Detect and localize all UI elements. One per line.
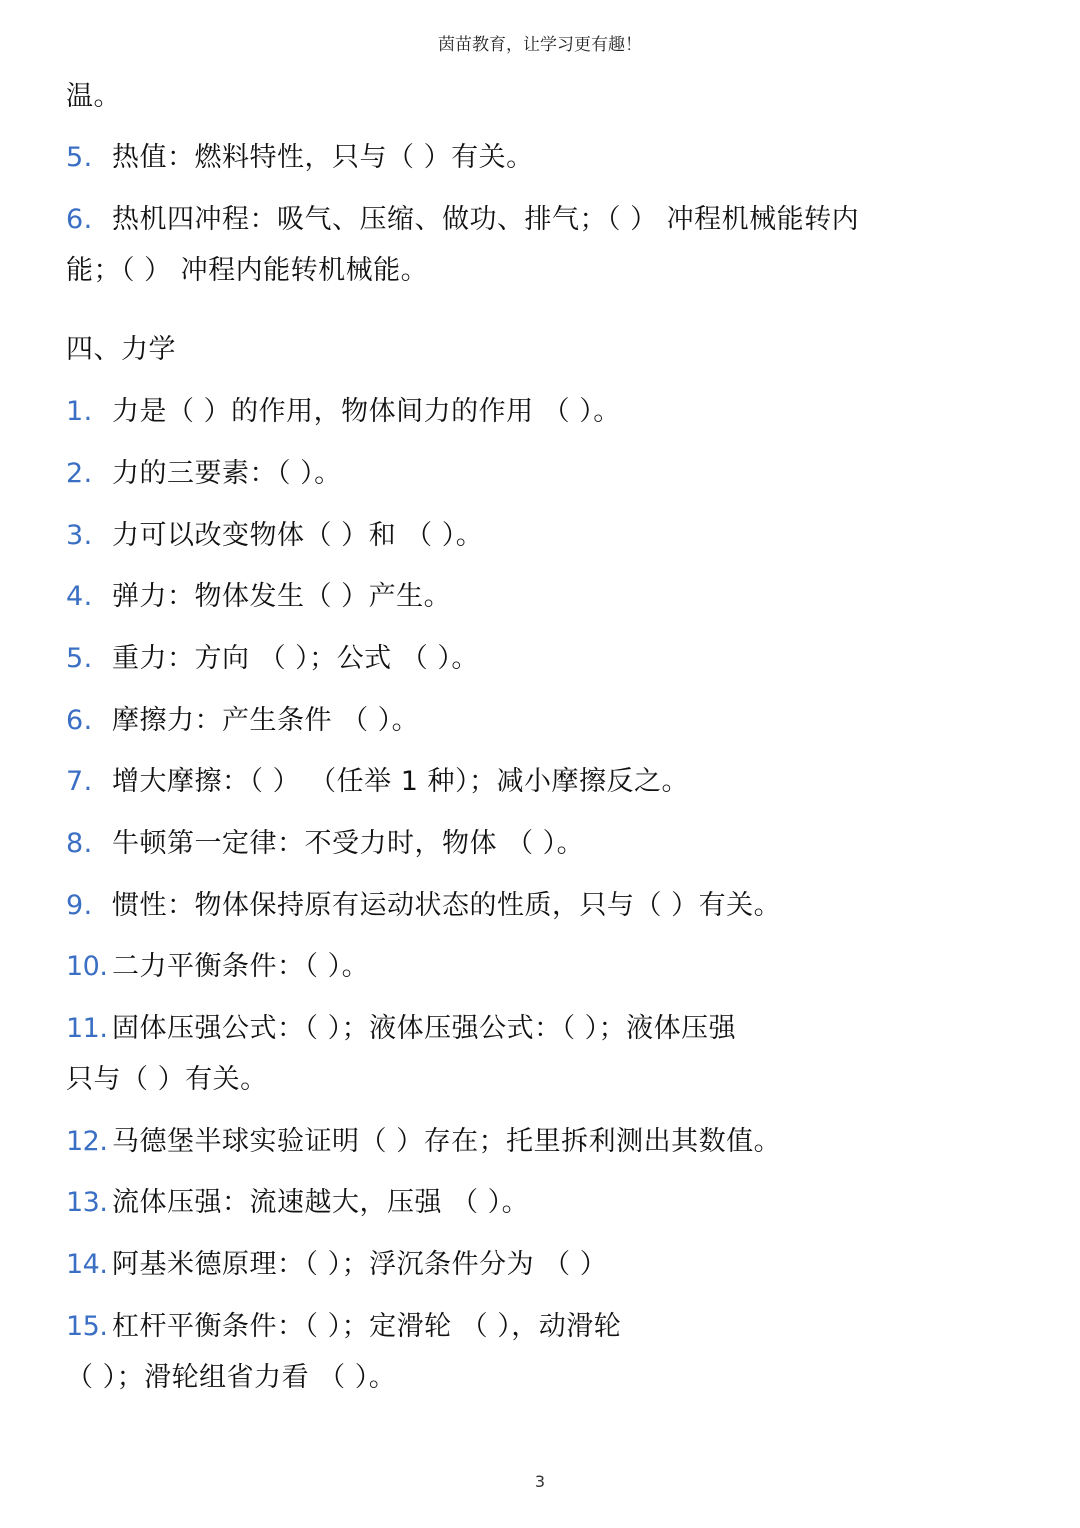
text-line	[66, 1063, 268, 1097]
section-title	[66, 333, 176, 367]
text-line	[66, 203, 859, 237]
text-line	[66, 141, 534, 175]
item-number: 2.	[66, 458, 93, 489]
section-title-text: 四、力学	[66, 334, 176, 365]
line-text: 能；（ ） 冲程内能转机械能。	[66, 255, 429, 286]
line-text: 温。	[66, 81, 121, 112]
item-number: 8.	[66, 828, 93, 859]
line-text: 马德堡半球实验证明（ ）存在；托里拆利测出其数值。	[112, 1126, 782, 1157]
item-number: 6.	[66, 204, 93, 235]
line-text: 杠杆平衡条件：（ ）；定滑轮 （ ），动滑轮	[112, 1311, 622, 1342]
text-line	[66, 254, 428, 288]
item-number: 6.	[66, 705, 93, 736]
item-number: 11.	[66, 1013, 108, 1044]
line-text: 摩擦力：产生条件 （ ）。	[112, 705, 420, 736]
line-text: 二力平衡条件：（ ）。	[112, 951, 370, 982]
item-number: 12.	[66, 1126, 108, 1157]
text-line	[66, 642, 479, 676]
text-line	[66, 457, 342, 491]
text-line	[66, 704, 419, 738]
text-line	[66, 580, 451, 614]
line-text: 惯性：物体保持原有运动状态的性质，只与（ ）有关。	[112, 890, 782, 921]
item-number: 1.	[66, 396, 93, 427]
text-line	[66, 80, 121, 114]
page-number: 3	[534, 1472, 546, 1491]
item-number: 10.	[66, 951, 108, 982]
text-line	[66, 1186, 529, 1220]
item-number: 5.	[66, 142, 93, 173]
text-line	[66, 519, 483, 553]
line-text: 增大摩擦：（ ） （任举 1 种）；减小摩擦反之。	[112, 766, 690, 797]
item-number: 7.	[66, 766, 93, 797]
item-number: 13.	[66, 1187, 108, 1218]
text-line	[66, 827, 584, 861]
item-number: 15.	[66, 1311, 108, 1342]
line-text: 牛顿第一定律：不受力时，物体 （ ）。	[112, 828, 585, 859]
text-line	[66, 1125, 781, 1159]
page-header: 茵苗教育，让学习更有趣！	[438, 35, 642, 55]
line-text: （ ）；滑轮组省力看 （ ）。	[66, 1362, 397, 1393]
line-text: 热机四冲程：吸气、压缩、做功、排气；（ ） 冲程机械能转内	[112, 204, 860, 235]
item-number: 3.	[66, 520, 93, 551]
item-number: 9.	[66, 890, 93, 921]
text-line	[66, 950, 369, 984]
item-number: 5.	[66, 643, 93, 674]
line-text: 力是（ ）的作用，物体间力的作用 （ ）。	[112, 396, 621, 427]
text-line	[66, 1361, 396, 1395]
text-line	[66, 1012, 736, 1046]
line-text: 阿基米德原理：（ ）；浮沉条件分为 （ ）	[112, 1249, 608, 1280]
line-text: 重力：方向 （ ）；公式 （ ）。	[112, 643, 479, 674]
text-line	[66, 395, 621, 429]
line-text: 只与（ ）有关。	[66, 1064, 268, 1095]
item-number: 4.	[66, 581, 93, 612]
line-text: 固体压强公式：（ ）；液体压强公式：（ ）；液体压强	[112, 1013, 737, 1044]
line-text: 流体压强：流速越大，压强 （ ）。	[112, 1187, 530, 1218]
line-text: 力的三要素：（ ）。	[112, 458, 342, 489]
text-line	[66, 1248, 607, 1282]
line-text: 热值：燃料特性，只与（ ）有关。	[112, 142, 534, 173]
line-text: 弹力：物体发生（ ）产生。	[112, 581, 452, 612]
text-line	[66, 889, 781, 923]
text-line	[66, 765, 689, 799]
item-number: 14.	[66, 1249, 108, 1280]
text-line	[66, 1310, 621, 1344]
line-text: 力可以改变物体（ ）和 （ ）。	[112, 520, 484, 551]
